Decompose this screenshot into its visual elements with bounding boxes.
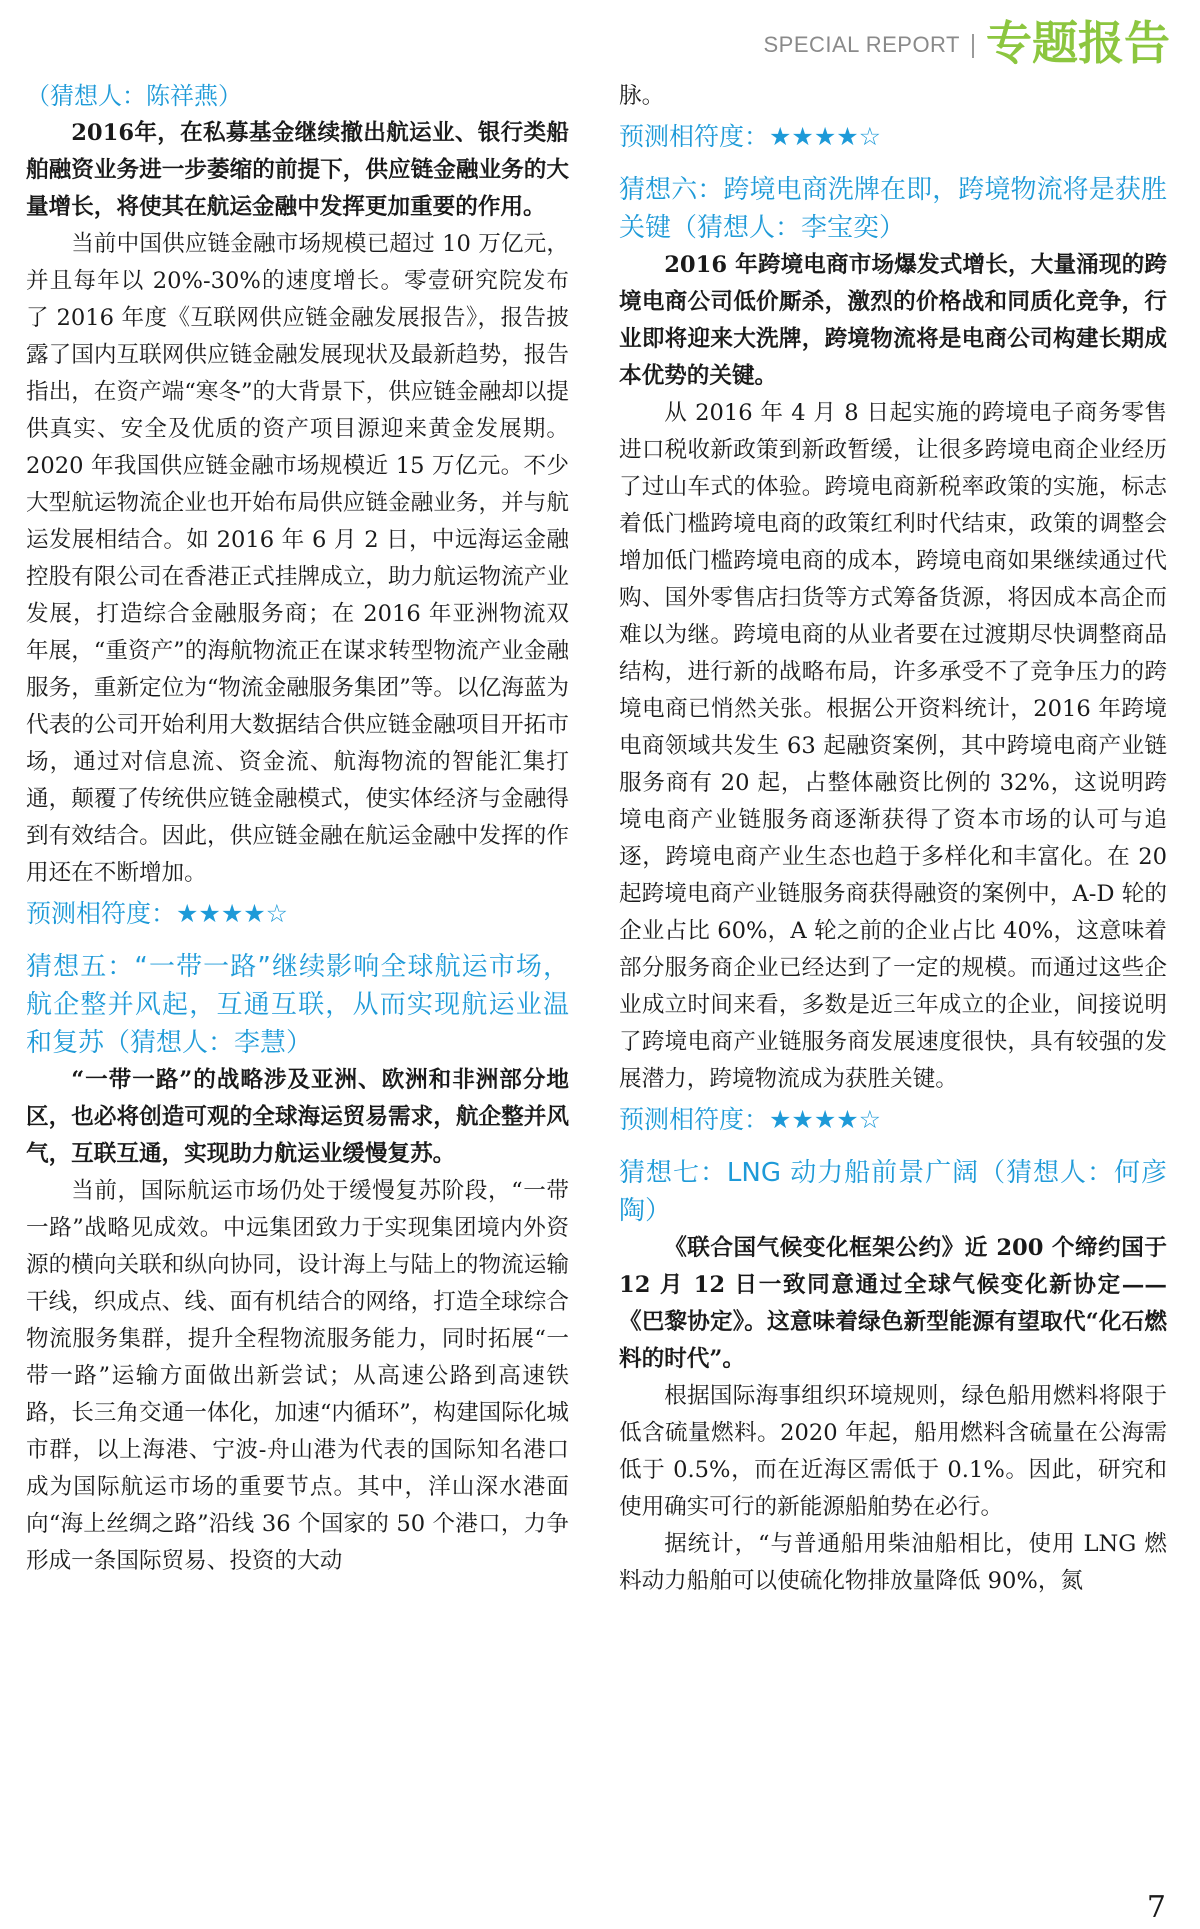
summary-paragraph-5: “一带一路”的战略涉及亚洲、欧洲和非洲部分地区，也必将创造可观的全球海运贸易需求，航企整并风气，互联互通，实现助力航运业缓慢复苏。 xyxy=(26,1067,569,1167)
rating-4: 预测相符度：★★★★☆ xyxy=(26,899,289,928)
body-paragraph-5: 当前，国际航运市场仍处于缓慢复苏阶段，“一带一路”战略见成效。中远集团致力于实现集团境内外资源的横向关联和纵向协同，设计海上与陆上的物流运输干线，织成点、线、面有机结合的网络，打造全球综合物流服务集群，提升全程物流服务能力，同时拓展“一带一路”运输方面做出新尝试；从高速公路到高速铁路，长三角交通一体化，加速“内循环”，构建国际化城市群，以上海港、宁波-舟山港为代表的国际知名港口成为国际航运市场的重要节点。其中，洋山深水港面向“海上丝绸之路”沿线 36 个国家的 50 个港口，力争形成一条国际贸易、投资的大动 xyxy=(26,1178,569,1574)
body-paragraph-7a: 根据国际海事组织环境规则，绿色船用燃料将限于低含硫量燃料。2020 年起，船用燃料含硫量在公海需低于 0.5%，而在近海区需低于 0.1%。因此，研究和使用确实可行的新能源船舶势在必行。 xyxy=(619,1383,1167,1520)
heading-6: 猜想六：跨境电商洗牌在即，跨境物流将是获胜关键（猜想人：李宝奕） xyxy=(619,175,1167,243)
body-paragraph-6: 从 2016 年 4 月 8 日起实施的跨境电子商务零售进口税收新政策到新政暂缓，让很多跨境电商企业经历了过山车式的体验。跨境电商新税率政策的实施，标志着低门槛跨境电商的政策红利时代结束，政策的调整会增加低门槛跨境电商的成本，跨境电商如果继续通过代购、国外零售店扫货等方式筹备货源，将因成本高企而难以为继。跨境电商的从业者要在过渡期尽快调整商品结构，进行新的战略布局，许多承受不了竞争压力的跨境电商已悄然关张。根据公开资料统计，2016 年跨境电商领域共发生 63 起融资案例，其中跨境电商产业链服务商有 20 起，占整体融资比例的 32%，这说明跨境电商产业链服务商逐渐获得了资本市场的认可与追逐，跨境电商产业生态也趋于多样化和丰富化。在 20 起跨境电商产业链服务商获得融资的案例中，A-D 轮的企业占比 60%，A 轮之前的企业占比 40%，这意味着部分服务商企业已经达到了一定的规模。而通过这些企业成立时间来看，多数是近三年成立的企业，间接说明了跨境电商产业链服务商发展速度很快，具有较强的发展潜力，跨境物流成为获胜关键。 xyxy=(619,400,1167,1092)
summary-paragraph-4: 2016年，在私募基金继续撤出航运业、银行类船舶融资业务进一步萎缩的前提下，供应链金融业务的大量增长，将使其在航运金融中发挥更加重要的作用。 xyxy=(26,120,569,220)
body-paragraph-7b: 据统计，“与普通船用柴油船相比，使用 LNG 燃料动力船舶可以使硫化物排放量降低 90%，氮 xyxy=(619,1531,1167,1594)
heading-5: 猜想五：“一带一路”继续影响全球航运市场，航企整并风起，互通互联，从而实现航运业温和复苏（猜想人：李慧） xyxy=(26,952,569,1058)
summary-paragraph-7: 《联合国气候变化框架公约》近 200 个缔约国于 12 月 12 日一致同意通过全球气候变化新协定——《巴黎协定》。这意味着绿色新型能源有望取代“化石燃料的时代”。 xyxy=(619,1235,1167,1372)
body-paragraph-4: 当前中国供应链金融市场规模已超过 10 万亿元，并且每年以 20%-30%的速度增长。零壹研究院发布了 2016 年度《互联网供应链金融发展报告》，报告披露了国内互联网供应链金融发展现状及最新趋势，报告指出，在资产端“寒冬”的大背景下，供应链金融却以提供真实、安全及优质的资产项目源迎来黄金发展期。2020 年我国供应链金融市场规模近 15 万亿元。不少大型航运物流企业也开始布局供应链金融业务，并与航运发展相结合。如 2016 年 6 月 2 日，中远海运金融控股有限公司在香港正式挂牌成立，助力航运物流产业发展，打造综合金融服务商；在 2016 年亚洲物流双年展，“重资产”的海航物流正在谋求转型物流产业金融服务，重新定位为“物流金融服务集团”等。以亿海蓝为代表的公司开始利用大数据结合供应链金融项目开拓市场，通过对信息流、资金流、航海物流的智能汇集打通，颠覆了传统供应链金融模式，使实体经济与金融得到有效结合。因此，供应链金融在航运金融中发挥的作用还在不断增加。 xyxy=(26,231,569,886)
header-divider xyxy=(972,34,974,58)
guesser-line: （猜想人：陈祥燕） xyxy=(26,82,242,110)
page-header xyxy=(763,6,1170,70)
header-chinese: 专题报告 xyxy=(986,16,1170,70)
continued-text: 脉。 xyxy=(619,83,665,109)
page-number: 7 xyxy=(1146,1890,1166,1925)
rating-6: 预测相符度：★★★★☆ xyxy=(619,1105,882,1134)
left-column xyxy=(26,78,569,1580)
heading-7: 猜想七：LNG 动力船前景广阔（猜想人：何彦陶） xyxy=(619,1158,1167,1226)
summary-paragraph-6: 2016 年跨境电商市场爆发式增长，大量涌现的跨境电商公司低价厮杀，激烈的价格战和同质化竞争，行业即将迎来大洗牌，跨境物流将是电商公司构建长期成本优势的关键。 xyxy=(619,252,1167,389)
right-column xyxy=(619,78,1167,1600)
header-english: SPECIAL REPORT xyxy=(763,32,960,57)
rating-5: 预测相符度：★★★★☆ xyxy=(619,122,882,151)
